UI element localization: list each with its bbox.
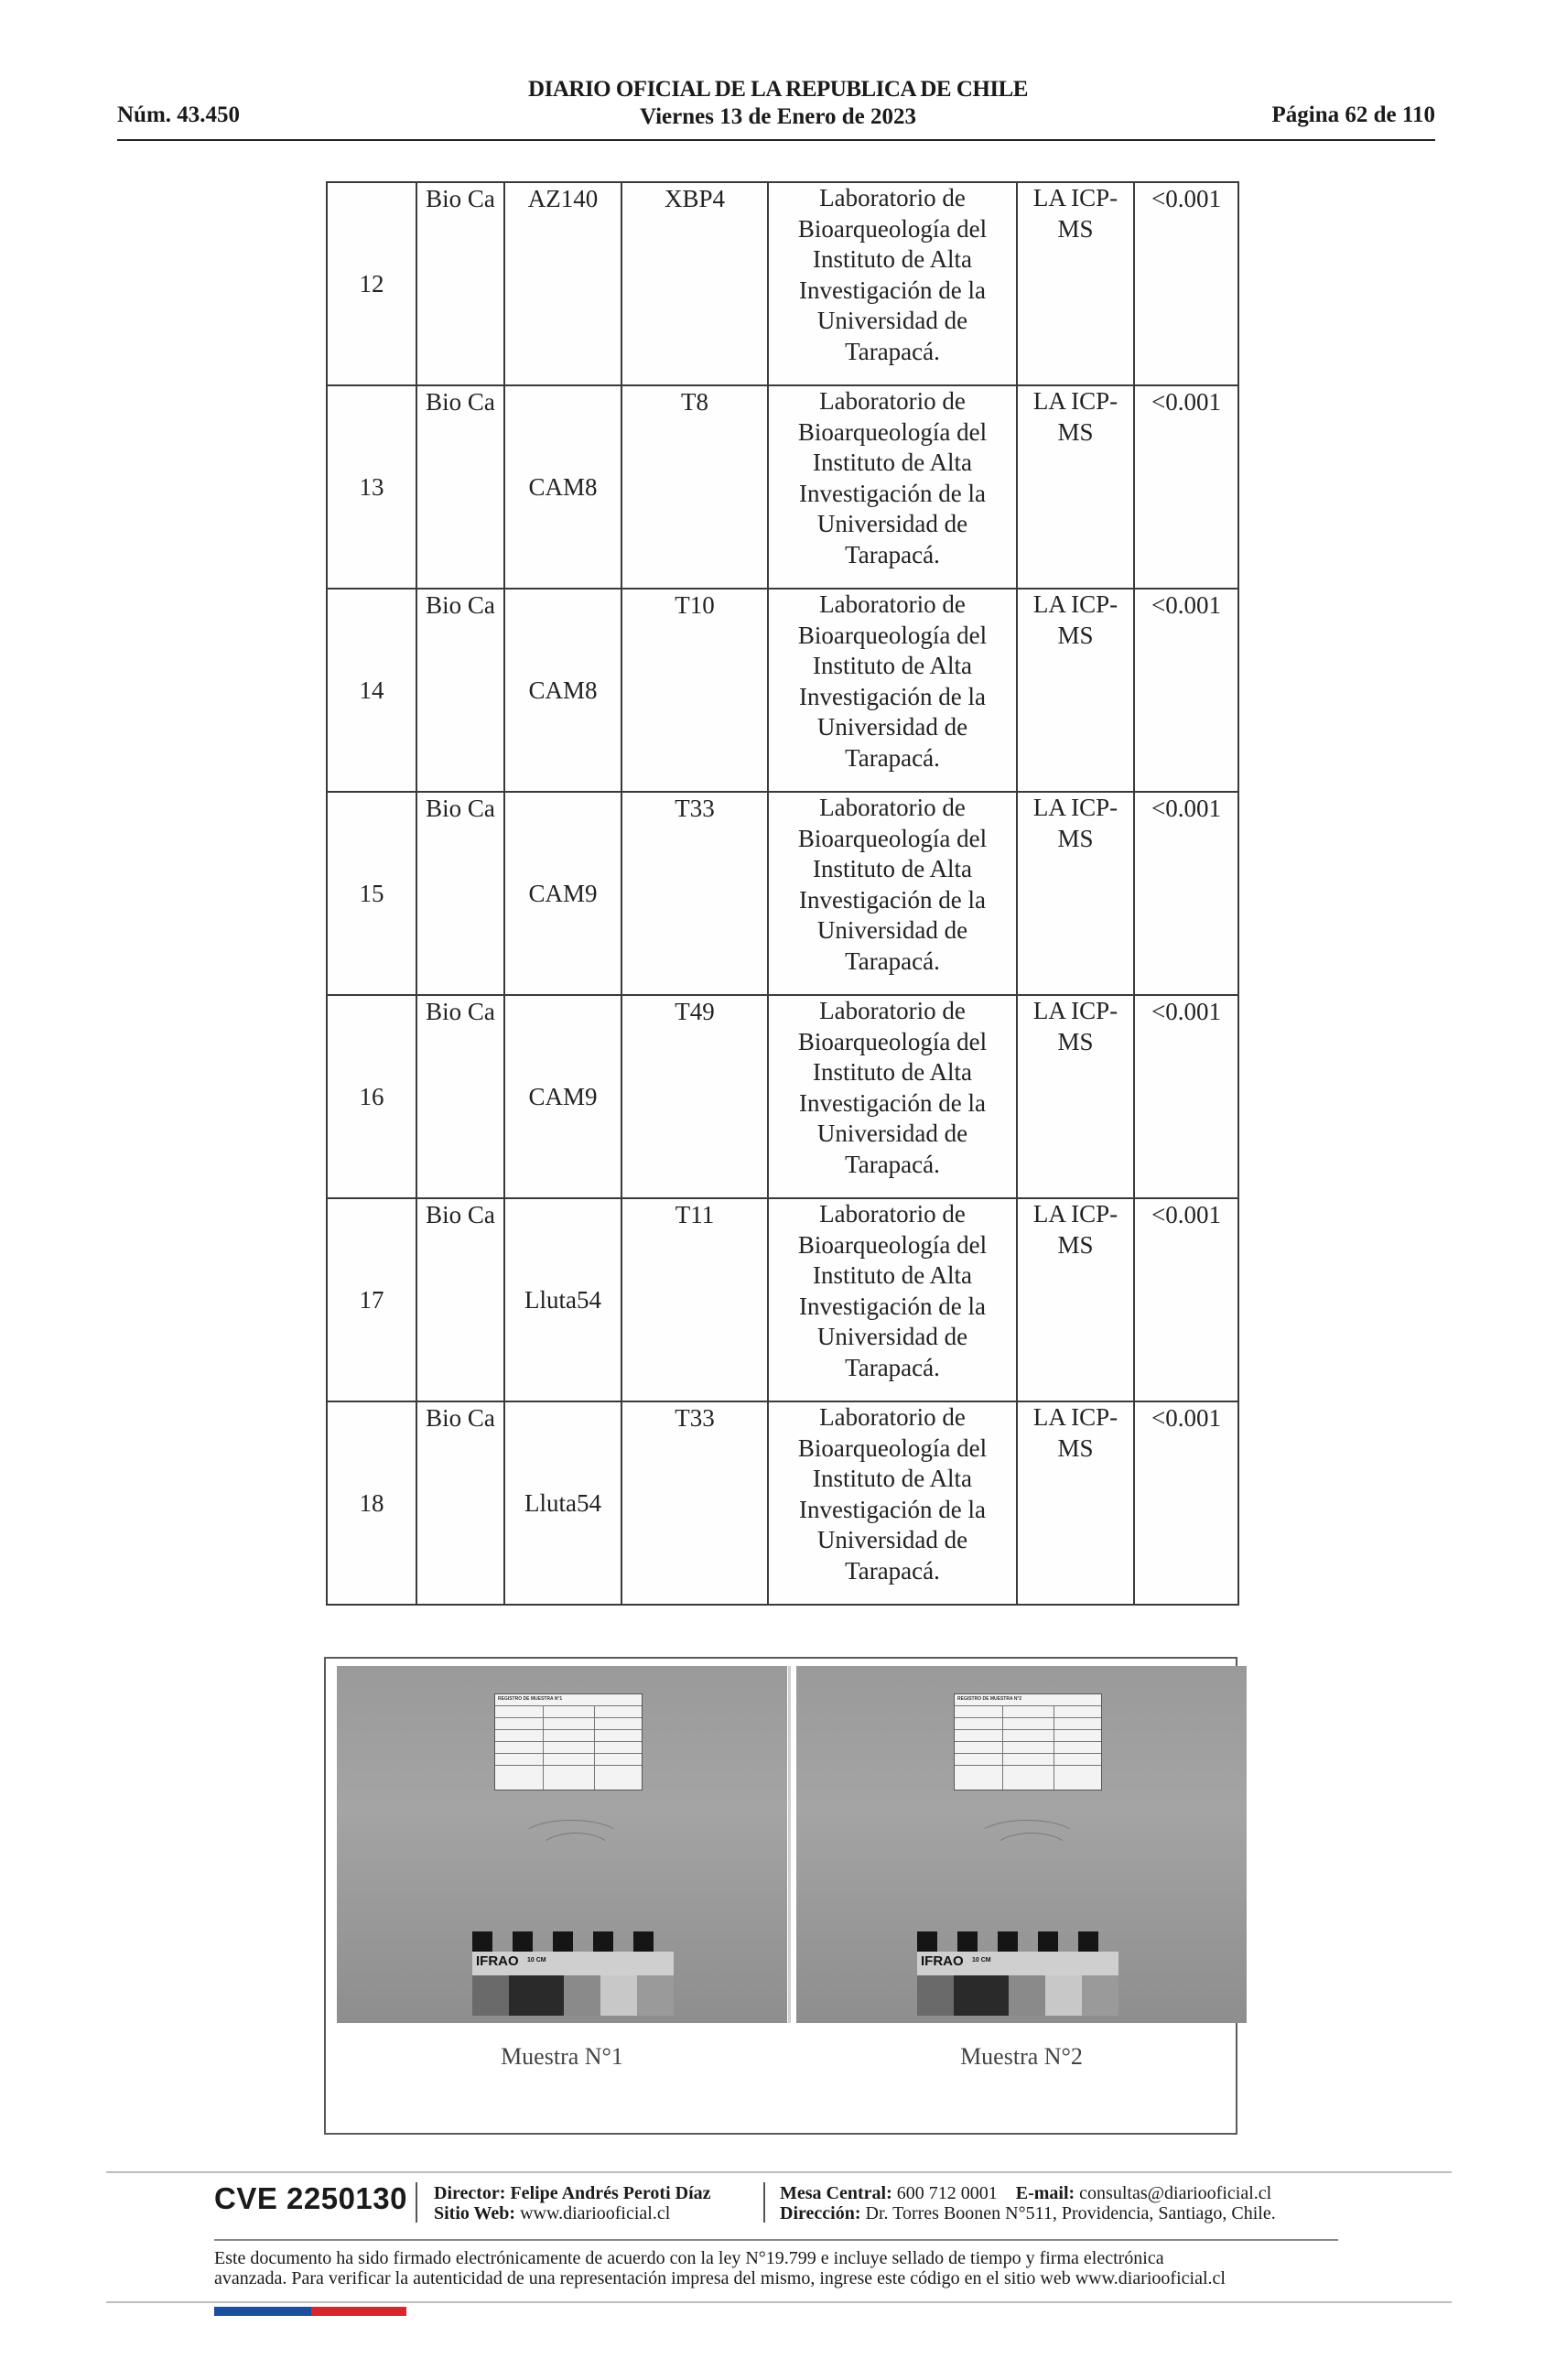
scale-label: IFRAO — [476, 1953, 519, 1969]
table-row — [327, 182, 1238, 385]
laboratory-cell — [768, 792, 1017, 995]
laboratory-line: Laboratorio de — [819, 997, 966, 1024]
ifrao-scale-icon: IFRAO 10 CM — [472, 1931, 674, 2016]
material-cell: Bio Ca — [416, 1198, 504, 1401]
laboratory-cell — [768, 1401, 1017, 1605]
footer-divider — [106, 2171, 1452, 2173]
laboratory-line: Bioarqueología del — [797, 1027, 988, 1055]
method-line: MS — [1057, 1027, 1094, 1055]
laboratory-line: Laboratorio de — [819, 590, 966, 618]
result-cell: <0.001 — [1134, 589, 1238, 792]
cve-code: CVE 2250130 — [214, 2181, 407, 2215]
sample-cell: T11 — [621, 1198, 768, 1401]
laboratory-cell — [768, 1198, 1017, 1401]
method-line: MS — [1057, 824, 1094, 852]
footer-separator — [763, 2182, 765, 2223]
table-row — [327, 1401, 1238, 1605]
method-cell — [1017, 995, 1134, 1198]
laboratory-line: Laboratorio de — [819, 184, 966, 211]
site-cell: CAM8 — [504, 385, 621, 589]
material-cell: Bio Ca — [416, 385, 504, 589]
footer-separator — [416, 2182, 417, 2223]
method-line: LA ICP- — [1032, 590, 1118, 618]
header-divider — [117, 139, 1435, 141]
result-cell: <0.001 — [1134, 1198, 1238, 1401]
footer-contact-block — [780, 2183, 1276, 2223]
laboratory-line: Bioarqueología del — [797, 1230, 988, 1259]
method-line: LA ICP- — [1032, 184, 1118, 211]
sample-photo-2 — [796, 1666, 1247, 2023]
laboratory-cell — [768, 385, 1017, 589]
row-number: 16 — [327, 995, 416, 1198]
material-cell: Bio Ca — [416, 589, 504, 792]
method-line: MS — [1057, 214, 1094, 243]
laboratory-line: Investigación de la — [799, 276, 986, 304]
phone-label: Mesa Central: — [780, 2183, 892, 2203]
arc-mark-icon — [538, 1833, 613, 1871]
ifrao-scale-icon: IFRAO 10 CM — [917, 1931, 1118, 2016]
laboratory-line: Bioarqueología del — [797, 214, 988, 243]
site-cell: AZ140 — [504, 182, 621, 385]
method-cell — [1017, 792, 1134, 995]
laboratory-line: Investigación de la — [799, 479, 986, 507]
sample-cell: XBP4 — [621, 182, 768, 385]
method-line: MS — [1057, 621, 1094, 649]
laboratory-line: Investigación de la — [799, 885, 986, 914]
method-line: LA ICP- — [1032, 997, 1118, 1024]
laboratory-line: Bioarqueología del — [797, 824, 988, 852]
laboratory-line: Bioarqueología del — [797, 417, 988, 446]
method-cell — [1017, 385, 1134, 589]
laboratory-line: Tarapacá. — [845, 337, 940, 365]
row-number: 12 — [327, 182, 416, 385]
material-cell: Bio Ca — [416, 995, 504, 1198]
site-cell: CAM9 — [504, 995, 621, 1198]
material-cell: Bio Ca — [416, 792, 504, 995]
laboratory-line: Universidad de — [816, 916, 968, 944]
table-row — [327, 995, 1238, 1198]
table-row — [327, 385, 1238, 589]
laboratory-line: Tarapacá. — [845, 1556, 940, 1585]
laboratory-line: Tarapacá. — [845, 947, 940, 975]
laboratory-line: Universidad de — [816, 1323, 968, 1350]
laboratory-line: Instituto de Alta — [813, 652, 972, 679]
result-cell: <0.001 — [1134, 792, 1238, 995]
issue-number: Núm. 43.450 — [117, 103, 241, 127]
table-row — [327, 589, 1238, 792]
laboratory-line: Tarapacá. — [845, 1353, 940, 1381]
method-cell — [1017, 182, 1134, 385]
result-cell: <0.001 — [1134, 995, 1238, 1198]
laboratory-line: Instituto de Alta — [813, 245, 972, 273]
row-number: 13 — [327, 385, 416, 589]
footer-director-block — [434, 2183, 711, 2223]
laboratory-line: Laboratorio de — [819, 794, 966, 821]
registry-card-icon: REGISTRO DE MUESTRA N°2 — [954, 1693, 1102, 1790]
email-label: E-mail: — [1015, 2183, 1075, 2203]
result-cell: <0.001 — [1134, 385, 1238, 589]
email-link[interactable]: consultas@diariooficial.cl — [1079, 2183, 1272, 2203]
sample-cell: T10 — [621, 589, 768, 792]
laboratory-line: Tarapacá. — [845, 1150, 940, 1178]
scale-label: IFRAO — [921, 1953, 964, 1969]
method-line: LA ICP- — [1032, 794, 1118, 821]
laboratory-line: Tarapacá. — [845, 540, 940, 568]
web-link[interactable]: www.diariooficial.cl — [520, 2203, 671, 2223]
site-cell: Lluta54 — [504, 1198, 621, 1401]
laboratory-line: Instituto de Alta — [813, 1261, 972, 1289]
legal-line: Este documento ha sido firmado electrónicamente de acuerdo con la ley N°19.799 e incluye sellado de tiempo y firma electrónica — [214, 2248, 1164, 2268]
footer-bottom-divider — [106, 2301, 1452, 2303]
laboratory-line: Investigación de la — [799, 1495, 986, 1523]
method-cell — [1017, 589, 1134, 792]
registry-card-icon: REGISTRO DE MUESTRA N°1 — [494, 1693, 643, 1790]
site-cell: Lluta54 — [504, 1401, 621, 1605]
laboratory-line: Universidad de — [816, 307, 968, 334]
laboratory-line: Tarapacá. — [845, 743, 940, 772]
method-cell — [1017, 1401, 1134, 1605]
method-line: MS — [1057, 417, 1094, 446]
result-cell: <0.001 — [1134, 1401, 1238, 1605]
legal-line: avanzada. Para verificar la autenticidad de una representación impresa del mismo, ingrese este código en el sitio web www.diariooficial.cl — [214, 2268, 1226, 2288]
director-name: Felipe Andrés Peroti Díaz — [510, 2183, 711, 2203]
laboratory-line: Instituto de Alta — [813, 1058, 972, 1086]
issue-date: Viernes 13 de Enero de 2023 — [639, 104, 917, 129]
flag-stripe-blue — [214, 2307, 311, 2316]
laboratory-line: Laboratorio de — [819, 1403, 966, 1431]
page-indicator: Página 62 de 110 — [1271, 103, 1435, 127]
laboratory-line: Laboratorio de — [819, 387, 966, 415]
laboratory-line: Investigación de la — [799, 1292, 986, 1320]
sample-cell: T49 — [621, 995, 768, 1198]
sample-photo-1 — [337, 1666, 787, 2023]
laboratory-line: Universidad de — [816, 510, 968, 537]
row-number: 17 — [327, 1198, 416, 1401]
material-cell: Bio Ca — [416, 182, 504, 385]
laboratory-line: Instituto de Alta — [813, 449, 972, 476]
sample-cell: T8 — [621, 385, 768, 589]
journal-title: DIARIO OFICIAL DE LA REPUBLICA DE CHILE — [528, 77, 1028, 102]
row-number: 14 — [327, 589, 416, 792]
laboratory-cell — [768, 182, 1017, 385]
method-line: LA ICP- — [1032, 1403, 1118, 1431]
method-line: LA ICP- — [1032, 387, 1118, 415]
result-cell: <0.001 — [1134, 182, 1238, 385]
address-label: Dirección: — [780, 2203, 861, 2223]
row-number: 18 — [327, 1401, 416, 1605]
laboratory-line: Bioarqueología del — [797, 621, 988, 649]
flag-stripe-red — [311, 2307, 406, 2316]
sample-cell: T33 — [621, 792, 768, 995]
laboratory-line: Instituto de Alta — [813, 855, 972, 882]
photo-divider — [788, 1666, 791, 2023]
footer-inner-divider — [214, 2239, 1338, 2241]
legal-notice — [214, 2248, 1349, 2288]
sample-cell: T33 — [621, 1401, 768, 1605]
sample-photos-panel — [324, 1657, 1237, 2135]
phone-value: 600 712 0001 — [896, 2183, 998, 2203]
photo-caption-2: Muestra N°2 — [960, 2043, 1083, 2070]
material-cell: Bio Ca — [416, 1401, 504, 1605]
web-label: Sitio Web: — [434, 2203, 516, 2223]
laboratory-cell — [768, 589, 1017, 792]
laboratory-cell — [768, 995, 1017, 1198]
site-cell: CAM9 — [504, 792, 621, 995]
method-line: LA ICP- — [1032, 1200, 1118, 1228]
laboratory-line: Bioarqueología del — [797, 1433, 988, 1462]
laboratory-line: Laboratorio de — [819, 1200, 966, 1228]
samples-table — [326, 181, 1239, 1606]
method-cell — [1017, 1198, 1134, 1401]
laboratory-line: Universidad de — [816, 1120, 968, 1147]
address-value: Dr. Torres Boonen N°511, Providencia, Santiago, Chile. — [865, 2203, 1276, 2223]
table-row — [327, 1198, 1238, 1401]
table-row — [327, 792, 1238, 995]
laboratory-line: Instituto de Alta — [813, 1465, 972, 1492]
laboratory-line: Universidad de — [816, 1526, 968, 1553]
photo-caption-1: Muestra N°1 — [501, 2043, 623, 2070]
site-cell: CAM8 — [504, 589, 621, 792]
laboratory-line: Universidad de — [816, 713, 968, 741]
method-line: MS — [1057, 1433, 1094, 1462]
arc-mark-icon — [992, 1833, 1071, 1871]
laboratory-line: Investigación de la — [799, 1088, 986, 1117]
row-number: 15 — [327, 792, 416, 995]
method-line: MS — [1057, 1230, 1094, 1259]
laboratory-line: Investigación de la — [799, 682, 986, 710]
director-label: Director: — [434, 2183, 506, 2203]
